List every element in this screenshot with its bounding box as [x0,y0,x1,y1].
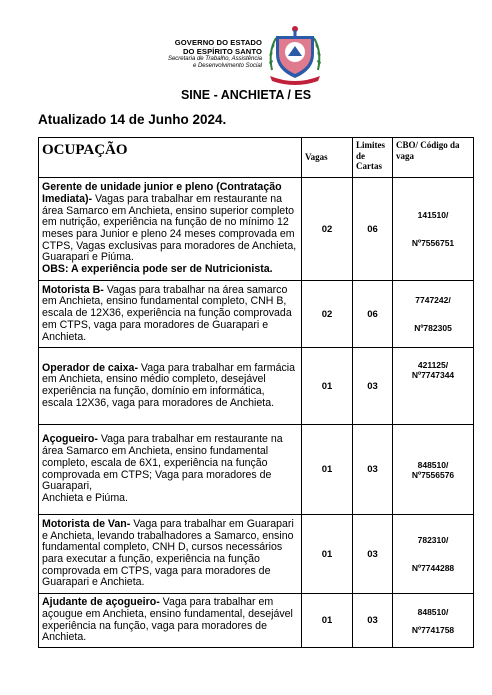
cbo-cell [393,594,474,648]
limite-cell: 03 [353,348,393,425]
occupation-cell [39,178,302,281]
occupation-description: Vagas para trabalhar na área samarco em Anchieta, ensino fundamental completo, CNH B, escala de 12X36, experiência na função comprovada em CTPS, vaga para moradores de Guarapari e Anchieta. [42,283,292,343]
occupation-title: Ajudante de açogueiro- [42,596,160,609]
occupation-cell [39,281,302,348]
cbo-spacer [395,220,471,238]
occupation-cell [39,594,302,648]
limite-cell: 03 [353,425,393,515]
vagas-cell: 01 [302,515,353,594]
cbo-code: 848510/ [417,606,449,617]
government-name-line1: GOVERNO DO ESTADO [174,38,262,47]
vacancy-code: Nº7556751 [411,238,455,248]
occupation-description: Vaga para trabalhar em restaurante na área Samarco em Anchieta, ensino fundamental completo, escala de 6X1, experiência na função comprovada em CTPS; Vaga para moradores de Guarapari, [42,433,283,493]
column-header-occupation: OCUPAÇÃO [39,138,302,178]
occupation-description: Vaga para trabalhar em açougue em Anchieta, ensino fundamental, desejável experiência na função, vaga para moradores de Anchieta. [42,596,293,644]
occupation-title: Açogueiro- [42,433,98,446]
cbo-code: 7747242/ [415,295,451,305]
updated-date: Atualizado 14 de Junho 2024. [38,112,227,127]
cbo-code: 782310/ [417,535,449,545]
occupation-title: Operador de caixa- [42,361,138,374]
occupation-description-cont: Anchieta e Piúma. [42,491,128,504]
occupation-note: OBS: A experiência pode ser de Nutricionista. [42,263,273,276]
document-header [0,18,492,88]
cbo-spacer [395,545,471,563]
cbo-cell [393,281,474,348]
vacancy-code: Nº7744288 [411,563,455,573]
cbo-spacer [395,305,471,323]
cbo-code: 848510/ [417,459,449,470]
cbo-cell [393,515,474,594]
column-header-cbo: CBO/ Código da vaga [393,138,474,178]
limite-cell: 06 [353,281,393,348]
cbo-spacer [395,617,471,625]
vacancy-code: Nº782305 [414,323,452,333]
vagas-cell: 02 [302,178,353,281]
cbo-code: 141510/ [417,210,449,220]
secretariat-line1: Secretaria de Trabalho, Assistência [167,56,262,62]
cbo-code: 421125/ [417,360,449,370]
column-header-vagas: Vagas [302,138,353,178]
table-row [39,178,474,281]
limite-cell: 03 [353,594,393,648]
vagas-cell: 01 [302,348,353,425]
government-text-block [136,38,262,70]
secretariat-line2: e Desenvolvimento Social [192,63,262,70]
cbo-cell [393,178,474,281]
vacancy-code: Nº7747344 [411,370,455,380]
page-title: SINE - ANCHIETA / ES [180,88,312,102]
cbo-cell [393,348,474,425]
job-vacancies-table [38,137,474,648]
occupation-title: Motorista de Van- [42,517,131,530]
table-row [39,515,474,594]
vagas-cell: 02 [302,281,353,348]
limite-cell: 06 [353,178,393,281]
cbo-cell [393,425,474,515]
table-row [39,348,474,425]
table-row [39,594,474,648]
vagas-cell: 01 [302,594,353,648]
occupation-cell [39,348,302,425]
vacancy-code: Nº7741758 [411,624,455,635]
occupation-description: Vagas para trabalhar em restaurante na área Samarco em Anchieta, ensino superior completo em nutrição, experiência na função de no mínimo 12 meses para Junior e pleno 24 meses comprovada em CTPS, Vagas exclusivas para moradores de Anchieta, Guarapari e Piúma. [42,192,297,264]
occupation-title: Motorista B- [42,283,104,296]
vagas-cell: 01 [302,425,353,515]
occupation-description: Vaga para trabalhar em farmácia em Anchieta, ensino médio completo, desejável experiência na função, domínio em informática, escala 12X36, vaga para moradores de Anchieta. [42,361,296,409]
occupation-cell [39,425,302,515]
occupation-cell [39,515,302,594]
table-header-row [39,138,474,178]
column-header-limites: Limites de Cartas [353,138,393,178]
state-coat-of-arms-icon [266,24,324,86]
table-row [39,425,474,515]
occupation-description: Vaga para trabalhar em Guarapari e Anchieta, levando trabalhadores a Samarco, ensino fundamental completo, CNH D, cursos necessários para executar a função, experiência na função comprovada em CTPS, vaga para moradores de Guarapari e Anchieta. [42,517,294,589]
limite-cell: 03 [353,515,393,594]
government-name-line2: DO ESPÍRITO SANTO [182,47,262,56]
table-row [39,281,474,348]
occupation-title: Gerente de unidade junior e pleno (Contratação Imediata)- [42,181,282,205]
vacancy-code: Nº7556576 [411,469,455,480]
